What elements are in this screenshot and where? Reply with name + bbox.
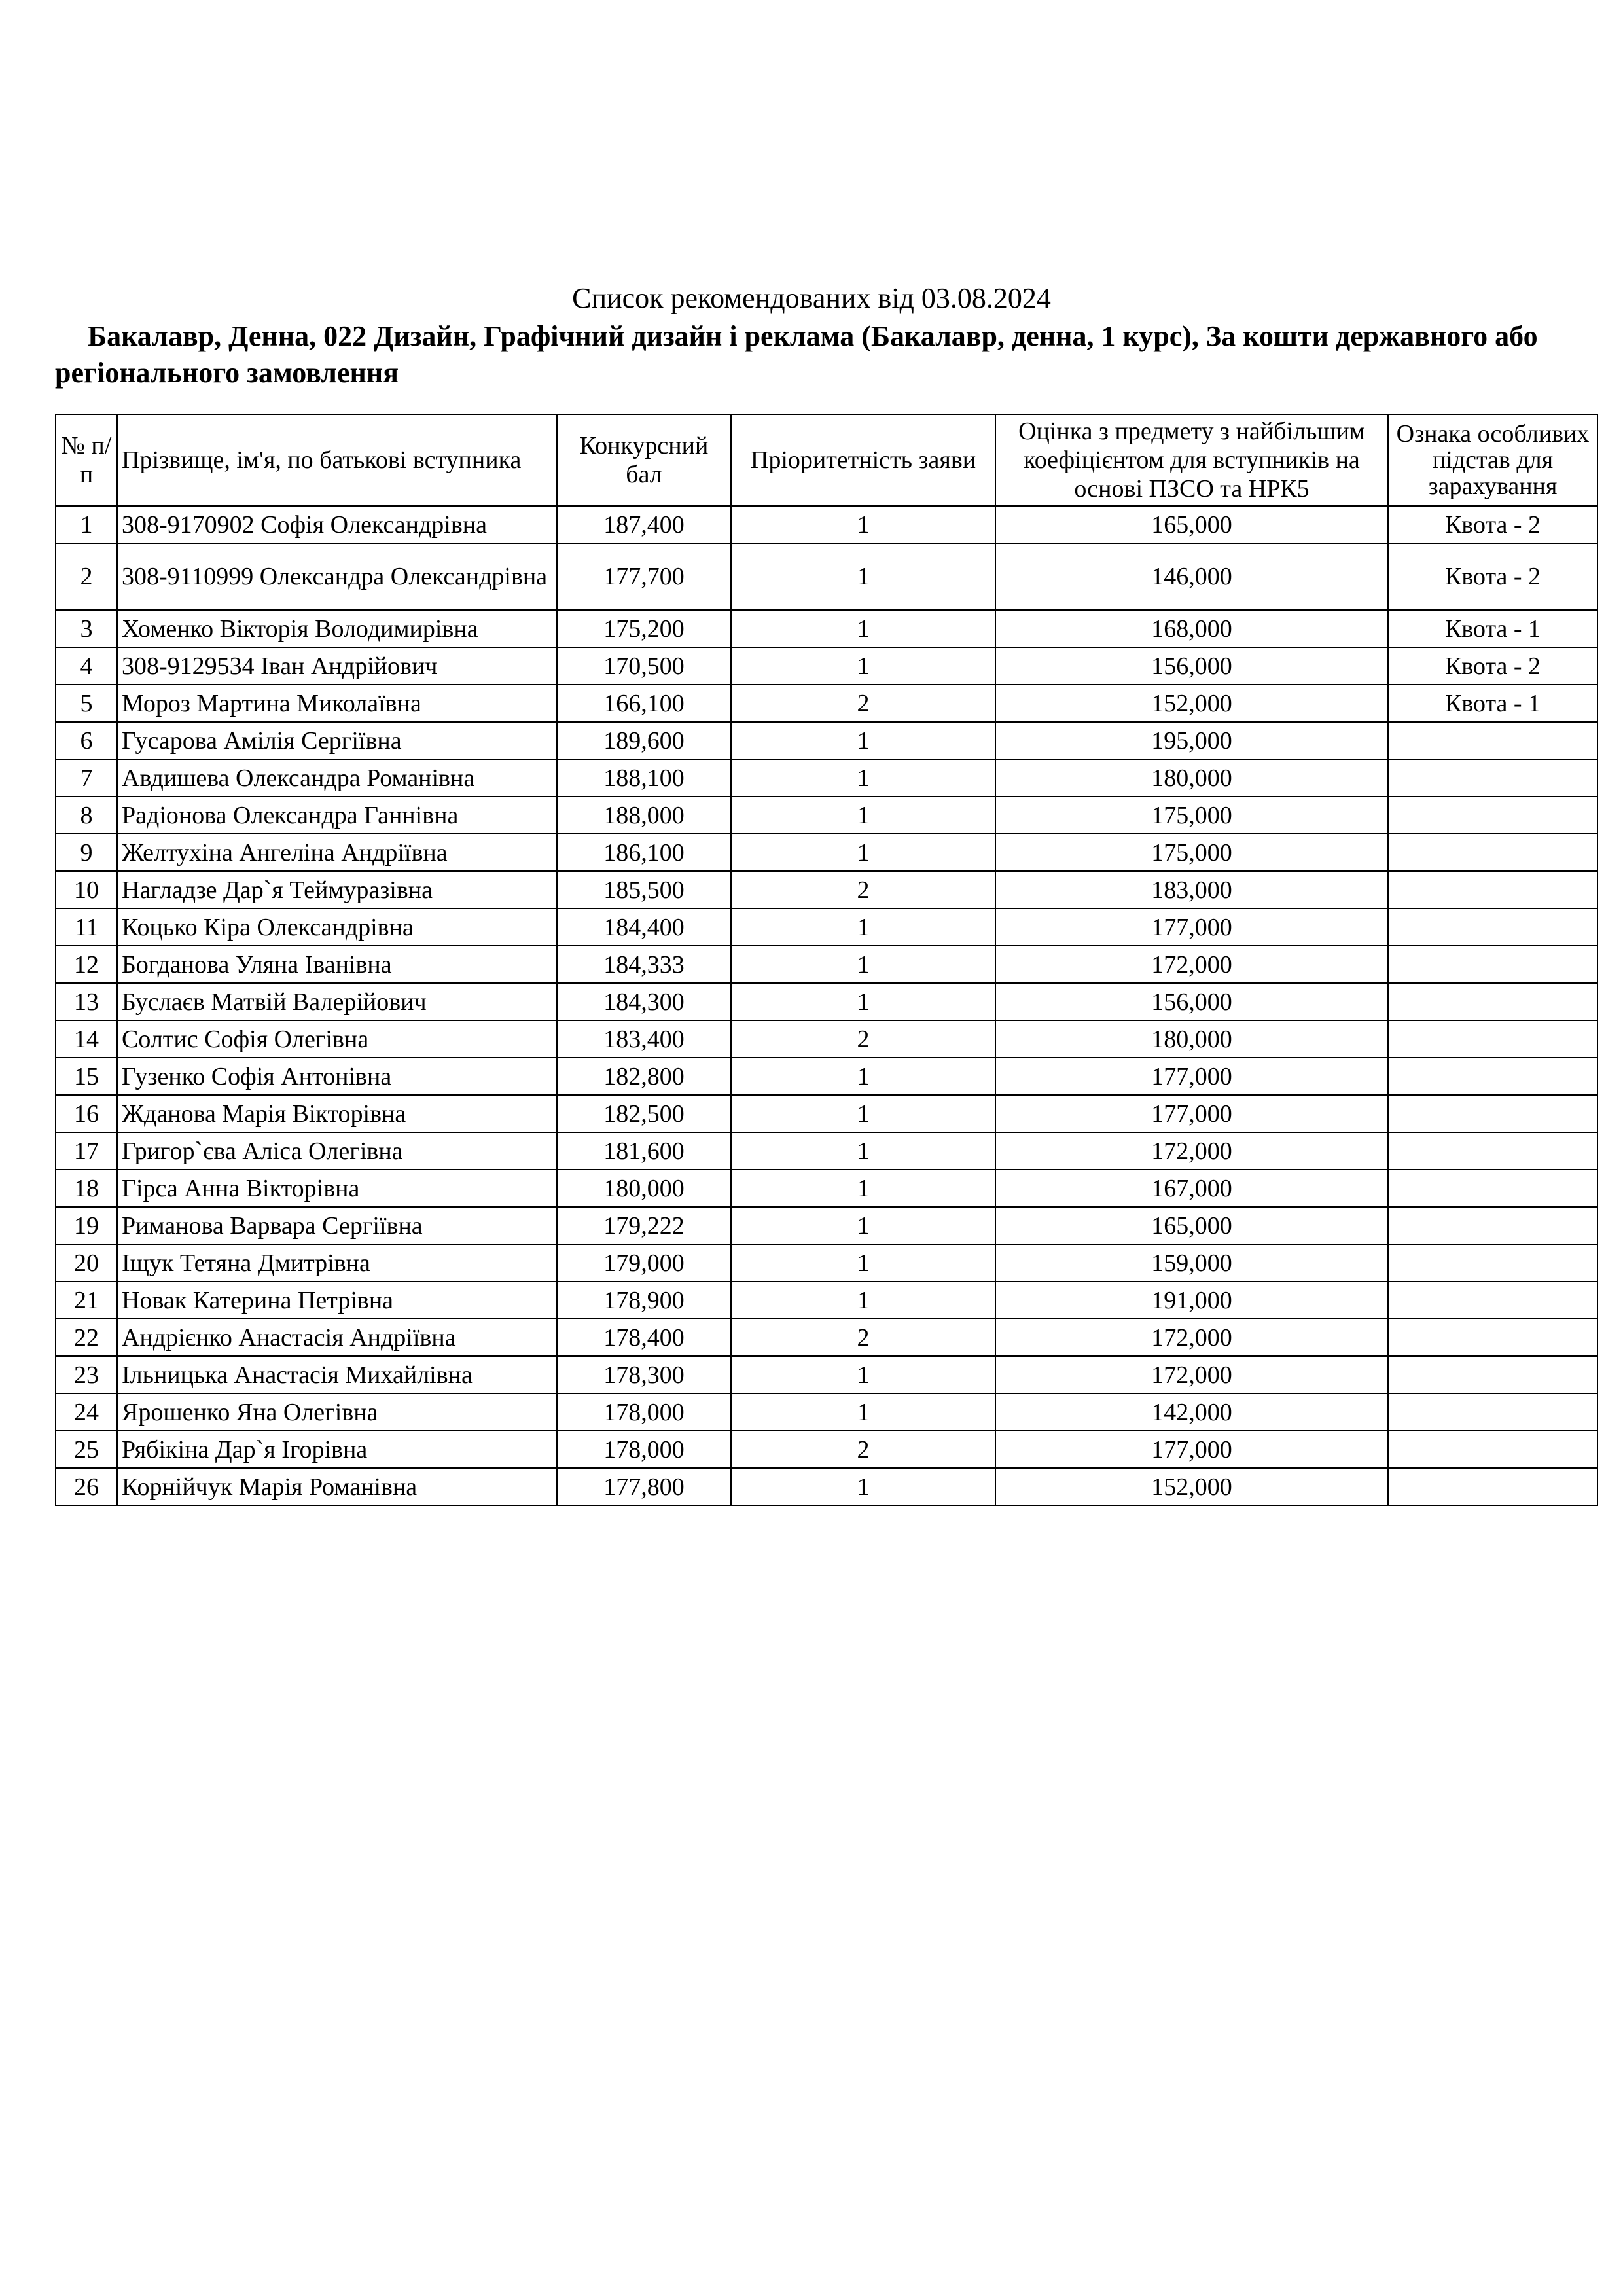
cell-subject-score: 191,000 xyxy=(995,1282,1388,1319)
page-title: Список рекомендованих від 03.08.2024 xyxy=(572,282,1051,314)
table-row xyxy=(56,797,1597,834)
table-row xyxy=(56,1282,1597,1319)
cell-special-grounds xyxy=(1388,1058,1597,1095)
cell-subject-score: 168,000 xyxy=(995,610,1388,647)
table-row xyxy=(56,908,1597,946)
cell-num: 3 xyxy=(56,610,117,647)
cell-name: Солтис Софія Олегівна xyxy=(117,1020,557,1058)
cell-num: 13 xyxy=(56,983,117,1020)
table-body xyxy=(56,506,1597,1505)
cell-special-grounds: Квота - 2 xyxy=(1388,543,1597,610)
cell-name: Ільницька Анастасія Михайлівна xyxy=(117,1356,557,1393)
cell-name: Жданова Марія Вікторівна xyxy=(117,1095,557,1132)
cell-num: 7 xyxy=(56,759,117,797)
cell-num: 12 xyxy=(56,946,117,983)
cell-subject-score: 177,000 xyxy=(995,1058,1388,1095)
cell-num: 10 xyxy=(56,871,117,908)
cell-num: 18 xyxy=(56,1170,117,1207)
cell-score: 182,500 xyxy=(557,1095,731,1132)
cell-subject-score: 195,000 xyxy=(995,722,1388,759)
table-row xyxy=(56,506,1597,543)
cell-score: 178,300 xyxy=(557,1356,731,1393)
cell-score: 178,000 xyxy=(557,1393,731,1431)
cell-priority: 1 xyxy=(731,722,995,759)
cell-special-grounds xyxy=(1388,759,1597,797)
table-row xyxy=(56,759,1597,797)
table-row xyxy=(56,647,1597,685)
table-row xyxy=(56,1356,1597,1393)
cell-score: 178,000 xyxy=(557,1431,731,1468)
table-row xyxy=(56,983,1597,1020)
cell-score: 170,500 xyxy=(557,647,731,685)
table-row xyxy=(56,1058,1597,1095)
cell-special-grounds xyxy=(1388,1356,1597,1393)
cell-special-grounds xyxy=(1388,1431,1597,1468)
cell-special-grounds xyxy=(1388,1282,1597,1319)
cell-name: Нагладзе Дар`я Теймуразівна xyxy=(117,871,557,908)
cell-num: 17 xyxy=(56,1132,117,1170)
cell-special-grounds: Квота - 1 xyxy=(1388,610,1597,647)
cell-subject-score: 165,000 xyxy=(995,506,1388,543)
cell-special-grounds xyxy=(1388,983,1597,1020)
cell-score: 188,100 xyxy=(557,759,731,797)
cell-subject-score: 175,000 xyxy=(995,797,1388,834)
cell-special-grounds xyxy=(1388,1244,1597,1282)
cell-score: 184,333 xyxy=(557,946,731,983)
cell-priority: 1 xyxy=(731,1095,995,1132)
cell-priority: 1 xyxy=(731,1356,995,1393)
cell-score: 180,000 xyxy=(557,1170,731,1207)
cell-subject-score: 175,000 xyxy=(995,834,1388,871)
cell-score: 187,400 xyxy=(557,506,731,543)
cell-subject-score: 172,000 xyxy=(995,946,1388,983)
cell-priority: 1 xyxy=(731,983,995,1020)
cell-priority: 2 xyxy=(731,871,995,908)
cell-name: Іщук Тетяна Дмитрівна xyxy=(117,1244,557,1282)
header-subject-score: Оцінка з предмету з найбільшим коефіцієнтом для вступників на основі ПЗСО та НРК5 xyxy=(995,414,1388,506)
table-row xyxy=(56,685,1597,722)
cell-priority: 2 xyxy=(731,1020,995,1058)
cell-name: Григор`єва Аліса Олегівна xyxy=(117,1132,557,1170)
cell-name: Авдишева Олександра Романівна xyxy=(117,759,557,797)
page-subtitle: Бакалавр, Денна, 022 Дизайн, Графічний дизайн і реклама (Бакалавр, денна, 1 курс), За кошти державного або регіонального замовлення xyxy=(55,320,1538,389)
table-row xyxy=(56,1170,1597,1207)
cell-special-grounds: Квота - 2 xyxy=(1388,506,1597,543)
cell-name: Ярошенко Яна Олегівна xyxy=(117,1393,557,1431)
cell-num: 6 xyxy=(56,722,117,759)
table-row xyxy=(56,1207,1597,1244)
cell-score: 183,400 xyxy=(557,1020,731,1058)
cell-priority: 2 xyxy=(731,685,995,722)
cell-priority: 1 xyxy=(731,908,995,946)
cell-subject-score: 172,000 xyxy=(995,1319,1388,1356)
table-row xyxy=(56,946,1597,983)
cell-priority: 1 xyxy=(731,1207,995,1244)
cell-name: Новак Катерина Петрівна xyxy=(117,1282,557,1319)
cell-num: 19 xyxy=(56,1207,117,1244)
cell-subject-score: 165,000 xyxy=(995,1207,1388,1244)
header-num: № п/п xyxy=(56,414,117,506)
cell-special-grounds xyxy=(1388,1207,1597,1244)
cell-subject-score: 152,000 xyxy=(995,685,1388,722)
cell-special-grounds xyxy=(1388,722,1597,759)
cell-priority: 1 xyxy=(731,946,995,983)
cell-num: 4 xyxy=(56,647,117,685)
cell-name: 308-9170902 Софія Олександрівна xyxy=(117,506,557,543)
cell-num: 22 xyxy=(56,1319,117,1356)
cell-num: 26 xyxy=(56,1468,117,1505)
cell-score: 186,100 xyxy=(557,834,731,871)
cell-priority: 1 xyxy=(731,506,995,543)
table-row xyxy=(56,1132,1597,1170)
cell-num: 11 xyxy=(56,908,117,946)
cell-special-grounds xyxy=(1388,1132,1597,1170)
cell-score: 184,400 xyxy=(557,908,731,946)
cell-priority: 2 xyxy=(731,1319,995,1356)
cell-priority: 1 xyxy=(731,647,995,685)
cell-num: 21 xyxy=(56,1282,117,1319)
cell-name: Корнійчук Марія Романівна xyxy=(117,1468,557,1505)
cell-name: Андрієнко Анастасія Андріївна xyxy=(117,1319,557,1356)
cell-num: 20 xyxy=(56,1244,117,1282)
cell-score: 189,600 xyxy=(557,722,731,759)
header-priority: Пріоритетність заяви xyxy=(731,414,995,506)
header-special-grounds: Ознака особливих підстав для зарахування xyxy=(1388,414,1597,506)
cell-subject-score: 146,000 xyxy=(995,543,1388,610)
cell-name: Рябікіна Дар`я Ігорівна xyxy=(117,1431,557,1468)
cell-name: Хоменко Вікторія Володимирівна xyxy=(117,610,557,647)
cell-subject-score: 177,000 xyxy=(995,1095,1388,1132)
cell-name: Гузенко Софія Антонівна xyxy=(117,1058,557,1095)
cell-score: 181,600 xyxy=(557,1132,731,1170)
cell-priority: 1 xyxy=(731,543,995,610)
cell-num: 5 xyxy=(56,685,117,722)
cell-subject-score: 183,000 xyxy=(995,871,1388,908)
cell-name: 308-9129534 Іван Андрійович xyxy=(117,647,557,685)
table-row xyxy=(56,543,1597,610)
cell-priority: 1 xyxy=(731,1058,995,1095)
cell-subject-score: 177,000 xyxy=(995,908,1388,946)
cell-num: 15 xyxy=(56,1058,117,1095)
cell-priority: 1 xyxy=(731,1132,995,1170)
cell-num: 14 xyxy=(56,1020,117,1058)
table-row xyxy=(56,1431,1597,1468)
cell-special-grounds xyxy=(1388,834,1597,871)
cell-priority: 2 xyxy=(731,1431,995,1468)
cell-name: Желтухіна Ангеліна Андріївна xyxy=(117,834,557,871)
recommended-list-table xyxy=(55,414,1598,1506)
cell-special-grounds: Квота - 1 xyxy=(1388,685,1597,722)
cell-special-grounds xyxy=(1388,1095,1597,1132)
cell-score: 179,000 xyxy=(557,1244,731,1282)
cell-priority: 1 xyxy=(731,1244,995,1282)
cell-score: 177,700 xyxy=(557,543,731,610)
cell-num: 24 xyxy=(56,1393,117,1431)
cell-special-grounds: Квота - 2 xyxy=(1388,647,1597,685)
cell-name: 308-9110999 Олександра Олександрівна xyxy=(117,543,557,610)
cell-name: Радіонова Олександра Ганнівна xyxy=(117,797,557,834)
cell-name: Риманова Варвара Сергіївна xyxy=(117,1207,557,1244)
table-row xyxy=(56,1020,1597,1058)
cell-priority: 1 xyxy=(731,610,995,647)
cell-special-grounds xyxy=(1388,1468,1597,1505)
cell-special-grounds xyxy=(1388,1319,1597,1356)
table-row xyxy=(56,1468,1597,1505)
cell-name: Коцько Кіра Олександрівна xyxy=(117,908,557,946)
cell-subject-score: 159,000 xyxy=(995,1244,1388,1282)
cell-subject-score: 172,000 xyxy=(995,1132,1388,1170)
cell-priority: 1 xyxy=(731,1468,995,1505)
cell-special-grounds xyxy=(1388,797,1597,834)
table-row xyxy=(56,1393,1597,1431)
cell-special-grounds xyxy=(1388,1393,1597,1431)
cell-score: 182,800 xyxy=(557,1058,731,1095)
cell-name: Богданова Уляна Іванівна xyxy=(117,946,557,983)
cell-priority: 1 xyxy=(731,1282,995,1319)
table-row xyxy=(56,722,1597,759)
cell-subject-score: 180,000 xyxy=(995,759,1388,797)
cell-special-grounds xyxy=(1388,908,1597,946)
cell-score: 175,200 xyxy=(557,610,731,647)
table-row xyxy=(56,1095,1597,1132)
cell-score: 188,000 xyxy=(557,797,731,834)
table-row xyxy=(56,834,1597,871)
cell-score: 178,400 xyxy=(557,1319,731,1356)
cell-score: 166,100 xyxy=(557,685,731,722)
cell-num: 25 xyxy=(56,1431,117,1468)
cell-num: 8 xyxy=(56,797,117,834)
cell-subject-score: 180,000 xyxy=(995,1020,1388,1058)
cell-special-grounds xyxy=(1388,1170,1597,1207)
cell-score: 178,900 xyxy=(557,1282,731,1319)
cell-priority: 1 xyxy=(731,1170,995,1207)
cell-num: 9 xyxy=(56,834,117,871)
cell-score: 184,300 xyxy=(557,983,731,1020)
cell-subject-score: 177,000 xyxy=(995,1431,1388,1468)
cell-name: Гусарова Амілія Сергіївна xyxy=(117,722,557,759)
cell-subject-score: 156,000 xyxy=(995,983,1388,1020)
cell-score: 185,500 xyxy=(557,871,731,908)
cell-score: 177,800 xyxy=(557,1468,731,1505)
cell-special-grounds xyxy=(1388,871,1597,908)
table-header-row xyxy=(56,414,1597,506)
cell-subject-score: 152,000 xyxy=(995,1468,1388,1505)
cell-subject-score: 156,000 xyxy=(995,647,1388,685)
cell-subject-score: 172,000 xyxy=(995,1356,1388,1393)
cell-subject-score: 142,000 xyxy=(995,1393,1388,1431)
cell-priority: 1 xyxy=(731,834,995,871)
cell-name: Гірса Анна Вікторівна xyxy=(117,1170,557,1207)
cell-special-grounds xyxy=(1388,946,1597,983)
cell-special-grounds xyxy=(1388,1020,1597,1058)
cell-subject-score: 167,000 xyxy=(995,1170,1388,1207)
table-row xyxy=(56,610,1597,647)
cell-num: 23 xyxy=(56,1356,117,1393)
cell-name: Мороз Мартина Миколаївна xyxy=(117,685,557,722)
header-score: Конкурсний бал xyxy=(557,414,731,506)
cell-num: 2 xyxy=(56,543,117,610)
table-row xyxy=(56,1319,1597,1356)
cell-name: Буслаєв Матвій Валерійович xyxy=(117,983,557,1020)
table-row xyxy=(56,871,1597,908)
header-name: Прізвище, ім'я, по батькові вступника xyxy=(117,414,557,506)
cell-num: 1 xyxy=(56,506,117,543)
cell-priority: 1 xyxy=(731,759,995,797)
cell-num: 16 xyxy=(56,1095,117,1132)
cell-score: 179,222 xyxy=(557,1207,731,1244)
cell-priority: 1 xyxy=(731,797,995,834)
cell-priority: 1 xyxy=(731,1393,995,1431)
table-row xyxy=(56,1244,1597,1282)
